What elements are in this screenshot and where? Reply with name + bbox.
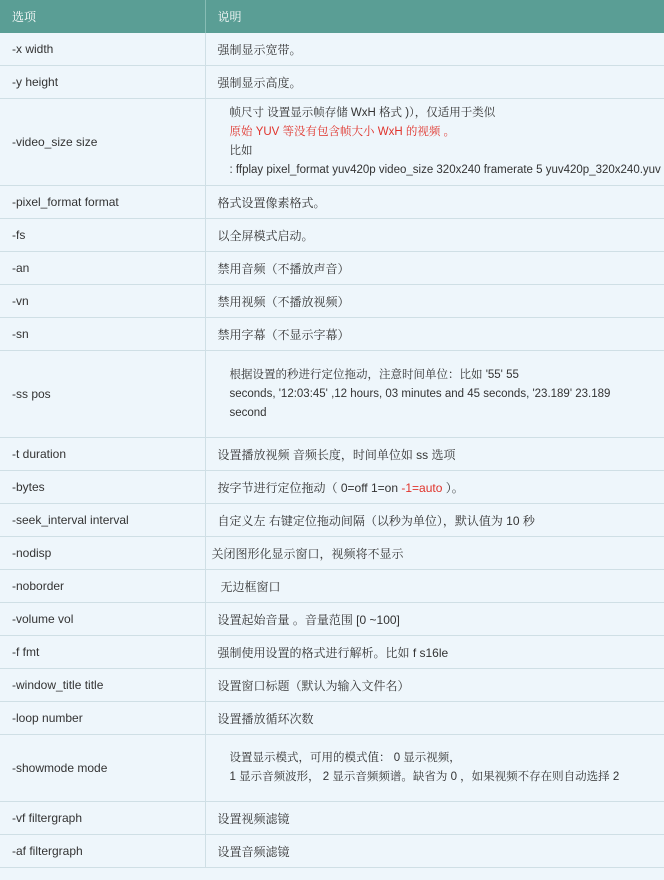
table-row — [0, 33, 664, 66]
description-cell: 以全屏模式启动。 — [205, 219, 664, 252]
option-cell: -an — [0, 252, 205, 285]
description-line: 帧尺寸 设置显示帧存储 WxH 格式 )），仅适用于类似 — [229, 107, 496, 119]
option-cell: -loop number — [0, 702, 205, 735]
description-text: 关闭图形化显示窗口，视频将不显示 — [211, 546, 404, 561]
description-cell: 格式设置像素格式。 — [205, 186, 664, 219]
description-line: 根据设置的秒进行定位拖动，注意时间单位：比如 '55' 55 — [229, 368, 519, 381]
description-cell: 禁用音频（不播放声音） — [205, 252, 664, 285]
option-cell: -volume vol — [0, 603, 205, 636]
description-cell — [205, 471, 664, 504]
option-cell: -fs — [0, 219, 205, 252]
option-cell: -f fmt — [0, 636, 205, 669]
table-row — [0, 636, 664, 669]
description-text: ）。 — [442, 480, 464, 495]
description-cell: 设置视频滤镜 — [205, 802, 664, 835]
description-cell — [205, 537, 664, 570]
description-cell: 设置播放循环次数 — [205, 702, 664, 735]
table-row — [0, 669, 664, 702]
description-highlight: -1=auto — [401, 480, 443, 495]
description-cell: 强制使用设置的格式进行解析。比如 f s16le — [205, 636, 664, 669]
option-cell: -y height — [0, 66, 205, 99]
description-cell: 自定义左 右键定位拖动间隔（以秒为单位），默认值为 10 秒 — [205, 504, 664, 537]
table-row — [0, 471, 664, 504]
option-cell: -pixel_format format — [0, 186, 205, 219]
description-cell: 禁用字幕（不显示字幕） — [205, 318, 664, 351]
description-cell: 强制显示高度。 — [205, 66, 664, 99]
table-row — [0, 66, 664, 99]
table-row — [0, 570, 664, 603]
description-cell — [205, 351, 664, 438]
description-text: 按字节进行定位拖动（ 0=off 1=on — [217, 480, 402, 495]
header-option: 选项 — [0, 0, 205, 33]
table-row — [0, 186, 664, 219]
description-line-highlight: 原始 YUV 等没有包含帧大小 WxH 的视频 。 — [229, 126, 456, 138]
table-row — [0, 219, 664, 252]
table-row — [0, 537, 664, 570]
option-cell: -af filtergraph — [0, 835, 205, 868]
table-row — [0, 802, 664, 835]
table-row — [0, 702, 664, 735]
table-row — [0, 504, 664, 537]
table-row — [0, 318, 664, 351]
description-line: 比如 — [229, 145, 253, 157]
table-header-row — [0, 0, 664, 33]
option-cell: -video_size size — [0, 99, 205, 186]
description-cell: 设置播放视频 音频长度，时间单位如 ss 选项 — [205, 438, 664, 471]
table-row — [0, 351, 664, 438]
description-cell: 设置音频滤镜 — [205, 835, 664, 868]
option-cell: -nodisp — [0, 537, 205, 570]
table-row — [0, 603, 664, 636]
description-cell: 禁用视频（不播放视频） — [205, 285, 664, 318]
description-cell — [205, 735, 664, 802]
option-cell: -vn — [0, 285, 205, 318]
description-text: 无边框窗口 — [220, 579, 281, 594]
description-cell: 设置窗口标题（默认为输入文件名） — [205, 669, 664, 702]
description-line: 1 显示音频波形， 2 显示音频频谱。缺省为 0 ，如果视频不存在则自动选择 2 — [229, 771, 620, 783]
option-cell: -sn — [0, 318, 205, 351]
description-cell: 设置起始音量 。音量范围 [0 ~100] — [205, 603, 664, 636]
option-cell: -showmode mode — [0, 735, 205, 802]
description-line: second — [229, 406, 267, 419]
table-row — [0, 735, 664, 802]
table-row — [0, 99, 664, 186]
option-cell: -noborder — [0, 570, 205, 603]
option-cell: -ss pos — [0, 351, 205, 438]
table-row — [0, 835, 664, 868]
option-cell: -t duration — [0, 438, 205, 471]
table-row — [0, 285, 664, 318]
option-cell: -bytes — [0, 471, 205, 504]
table-row — [0, 438, 664, 471]
description-line: : ffplay pixel_format yuv420p video_size 320x240 framerate 5 yuv420p_320x240.yuv — [229, 164, 661, 176]
option-cell: -x width — [0, 33, 205, 66]
table-row — [0, 252, 664, 285]
option-cell: -window_title title — [0, 669, 205, 702]
description-line: 设置显示模式，可用的模式值： 0 显示视频， — [229, 752, 461, 764]
description-cell: 强制显示宽带。 — [205, 33, 664, 66]
description-cell — [205, 99, 664, 186]
header-description: 说明 — [205, 0, 664, 33]
description-line: seconds, '12:03:45' ,12 hours, 03 minutes and 45 seconds, '23.189' 23.189 — [229, 387, 611, 400]
option-cell: -seek_interval interval — [0, 504, 205, 537]
option-cell: -vf filtergraph — [0, 802, 205, 835]
description-cell — [205, 570, 664, 603]
